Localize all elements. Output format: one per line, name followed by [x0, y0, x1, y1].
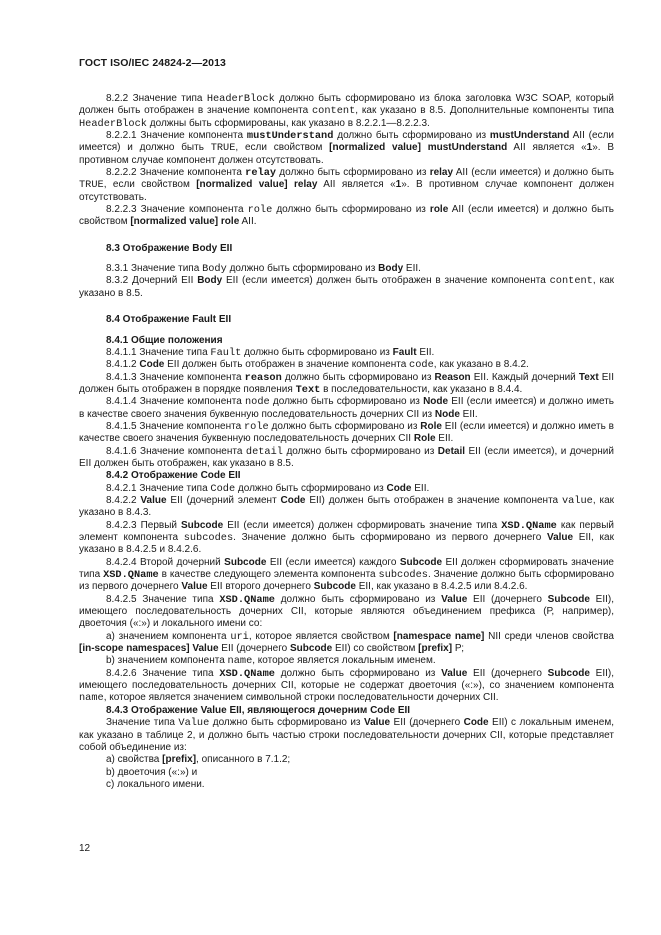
bold-term: 1: [586, 142, 593, 154]
list-item-b: [79, 767, 614, 779]
bold-term: Subcode: [547, 593, 590, 605]
text-run: 8.3.2 Дочерний EII: [106, 275, 198, 287]
bold-term: Subcode: [290, 643, 333, 655]
paragraph-8-4-1-3: [79, 372, 614, 397]
text-run: должно быть сформировано из: [276, 167, 430, 179]
text-run: ». В противном случае компонент должен отсутствовать.: [79, 179, 614, 203]
code-term: XSD.QName: [103, 569, 159, 582]
bold-term: Value: [181, 581, 208, 593]
code-term: Value: [178, 717, 210, 730]
text-run: 8.4.2.1 Значение типа: [106, 482, 211, 494]
bold-term: Node: [434, 408, 460, 420]
text-run: 8.4.1.6 Значение компонента: [106, 445, 246, 457]
code-term: node: [245, 396, 270, 409]
list-item-a: [79, 754, 614, 766]
text-run: должно быть сформировано из: [274, 593, 442, 605]
text-run: EII) с локальным именем, как указано в таблице 2, и должно быть частью строки последовательности дочерних CII, которые представляет собой объединение из:: [79, 717, 614, 753]
bold-term: Value: [441, 667, 468, 679]
bold-term: Body: [197, 275, 223, 287]
text-run: EII) со свойством: [332, 643, 419, 655]
paragraph-8-4-2-6: [79, 668, 614, 705]
bold-term: Text: [578, 371, 599, 383]
text-run: EII второго дочернего: [207, 581, 314, 593]
text-run: EII должен быть отображен в порядке появления: [79, 371, 614, 395]
text-run: должно быть сформировано из: [209, 717, 364, 729]
text-run: EII.: [459, 408, 478, 420]
bold-term: [prefix]: [418, 643, 453, 655]
text-run: должно быть сформировано из: [235, 482, 387, 494]
text-run: должно быть сформировано из блока заголовка W3C SOAP, который должен быть отображен в значение компонента: [79, 93, 614, 117]
bold-term: Subcode: [399, 556, 443, 568]
bold-term: Value: [441, 593, 468, 605]
text-run: EII должен сформировать значение типа: [79, 556, 614, 581]
code-term: TRUE: [79, 179, 104, 192]
text-run: , если свойством: [103, 179, 197, 191]
bold-term: role: [429, 204, 449, 216]
paragraph-8-4-1-2: [79, 359, 614, 371]
text-run: 8.4.1.3 Значение компонента: [106, 371, 245, 383]
code-term: Body: [202, 263, 227, 276]
text-run: EII (дочернего: [467, 593, 548, 605]
text-run: AII является «: [507, 142, 587, 154]
paragraph-8-4-1-4: [79, 396, 614, 421]
paragraph-8-2-2-1: [79, 130, 614, 167]
bold-term: Code: [386, 482, 412, 494]
text-run: , описанного в 7.1.2;: [196, 754, 291, 766]
text-run: EII (если имеется) и должно иметь в качестве своего значения буквенную последовательность дочерних CII из: [79, 396, 614, 420]
text-run: , как указано в 8.4.3.: [79, 494, 615, 519]
text-run: AII является «: [317, 179, 396, 191]
bold-term: Code: [280, 494, 306, 506]
text-run: 8.4.2.2: [106, 494, 141, 506]
text-run: EII. Каждый дочерний: [470, 371, 579, 383]
text-run: должно быть сформировано из: [274, 667, 442, 679]
text-run: EII (дочернего: [467, 667, 548, 679]
text-run: b) значением компонента: [106, 655, 228, 667]
paragraph-8-3-2: [79, 275, 614, 300]
text-run: b) двоеточия («:») и: [106, 766, 198, 778]
code-term: XSD.QName: [219, 667, 275, 680]
text-run: EII (если имеется) должен сформировать значение типа: [223, 519, 502, 531]
text-run: Р;: [452, 643, 465, 655]
bold-term: Role: [420, 420, 442, 432]
code-term: subcodes: [183, 532, 234, 544]
text-run: EII (дочернего: [218, 643, 290, 655]
bold-term: [in-scope namespaces] Value: [79, 643, 219, 655]
text-run: 8.2.2.1 Значение компонента: [106, 130, 247, 142]
text-run: должно быть сформировано из: [241, 346, 393, 358]
heading-8-4: 8.4 Отображение Fault EII: [106, 314, 232, 326]
paragraph-8-2-2: [79, 93, 614, 130]
paragraph-8-4-1-6: [79, 446, 614, 471]
bold-term: Subcode: [224, 556, 267, 568]
bold-term: Value: [546, 532, 574, 543]
text-run: должно быть сформировано из: [268, 420, 421, 432]
text-run: c) локального имени.: [106, 778, 205, 790]
text-run: 8.3.1 Значение типа: [106, 263, 203, 275]
page-number: 12: [79, 843, 91, 854]
text-run: EII), имеющего последовательность дочерних CII, которые являются объединением префикса (Р, например), двоеточия («:») и локального имени со:: [79, 593, 614, 630]
bold-term: Detail: [437, 445, 466, 457]
text-run: , которое является значением символьной строки последовательности дочерних CII.: [103, 692, 499, 704]
text-run: , как указано в 8.5. Дополнительные компоненты типа: [355, 105, 614, 117]
text-run: должно быть сформировано из: [226, 263, 379, 275]
paragraph-8-4-2-4: [79, 557, 614, 594]
text-run: ». В противном случае компонент должен отсутствовать.: [79, 142, 615, 166]
bold-term: [namespace name]: [393, 630, 485, 642]
text-run: . Значение должно быть сформировано из первого дочернего: [233, 532, 547, 543]
text-run: в последовательности, как указано в 8.4.4.: [320, 383, 523, 395]
code-term: Code: [210, 482, 236, 495]
text-run: AII (если имеется) и должно быть: [79, 130, 614, 154]
bold-term: relay: [429, 167, 454, 179]
code-term: mustUnderstand: [246, 130, 334, 143]
bold-term: Value: [140, 494, 167, 506]
text-run: , которое является свойством: [248, 630, 394, 642]
text-run: . Значение должно быть сформировано из первого дочернего: [79, 569, 615, 593]
text-run: EII (если имеется), и дочерний EII должен быть отображен, как указано в 8.5.: [79, 445, 614, 469]
text-run: AII.: [239, 216, 257, 228]
bold-term: Code: [463, 717, 489, 729]
text-run: a) свойства: [106, 754, 163, 766]
text-run: , если свойством: [235, 142, 330, 154]
bold-term: Reason: [434, 371, 471, 383]
bold-term: Role: [413, 433, 436, 445]
list-item-a: [79, 631, 614, 656]
code-term: XSD.QName: [219, 593, 275, 606]
text-run: EII (если имеется) каждого: [266, 556, 400, 568]
paragraph-8-4-2-3: [79, 520, 614, 557]
heading-8-4-2: 8.4.2 Отображение Code EII: [106, 470, 241, 482]
text-run: должны быть сформированы, как указано в 8.2.2.1—8.2.2.3.: [146, 117, 430, 129]
paragraph-8-3-1: [79, 263, 614, 275]
text-run: NII среди членов свойства: [484, 630, 614, 642]
text-run: EII) должен быть отображен в значение компонента: [305, 494, 562, 506]
text-run: должно быть сформировано из: [269, 396, 424, 408]
code-term: content: [312, 105, 356, 118]
text-run: EII должен быть отображен в значение компонента: [164, 359, 410, 371]
text-run: 8.4.1.5 Значение компонента: [106, 420, 244, 432]
bold-term: Code: [139, 359, 165, 371]
text-run: 8.4.1.2: [106, 359, 140, 371]
text-run: a) значением компонента: [106, 630, 231, 642]
code-term: role: [243, 420, 269, 433]
text-run: EII.: [411, 482, 430, 494]
text-run: EII (дочернего: [390, 717, 464, 729]
bold-term: [normalized value] relay: [196, 179, 318, 191]
text-run: AII (если имеется) и должно быть: [453, 167, 614, 179]
bold-term: [normalized value] mustUnderstand: [329, 142, 508, 154]
text-run: 8.4.1.1 Значение типа: [106, 346, 211, 358]
bold-term: Subcode: [547, 667, 590, 679]
text-run: 8.4.1.4 Значение компонента: [106, 396, 245, 408]
code-term: value: [561, 494, 593, 507]
paragraph-8-4-1-5: [79, 421, 614, 446]
list-item-c: [79, 779, 614, 791]
paragraph-8-4-2-2: [79, 495, 614, 520]
text-run: в качестве следующего элемента компонента: [158, 569, 379, 581]
text-run: 8.2.2.3 Значение компонента: [106, 204, 248, 216]
text-run: 8.4.2.4 Второй дочерний: [106, 556, 225, 568]
text-run: , которое является локальным именем.: [252, 655, 436, 667]
paragraph-8-4-2-1: [79, 483, 614, 495]
text-run: должно быть сформировано из: [282, 445, 438, 457]
paragraph-8-4-1-1: [79, 347, 614, 359]
text-run: 8.2.2.2 Значение компонента: [106, 167, 246, 179]
text-run: EII (дочерний элемент: [166, 494, 281, 506]
text-run: EII), имеющего последовательность дочерних CII, которые не содержат двоеточия («:»), со значением компонента: [79, 667, 614, 692]
bold-term: Subcode: [313, 581, 356, 593]
text-run: Значение типа: [106, 717, 179, 729]
bold-term: [normalized value] role: [130, 216, 240, 228]
list-item-b: [79, 655, 614, 667]
bold-term: mustUnderstand: [489, 130, 570, 142]
text-run: 8.2.2 Значение типа: [106, 93, 207, 104]
text-run: 8.4.2.5 Значение типа: [106, 593, 220, 605]
code-term: subcodes: [378, 569, 428, 582]
code-term: reason: [244, 371, 282, 384]
paragraph-8-4-3: [79, 717, 614, 754]
code-term: TRUE: [210, 142, 236, 155]
text-run: должно быть сформировано из: [333, 130, 490, 142]
text-run: EII.: [416, 346, 435, 358]
text-run: должно быть сформировано из: [281, 371, 435, 383]
bold-term: Fault: [392, 346, 417, 358]
text-run: EII (если имеется) и должно иметь в качестве своего значения буквенную последовательность дочерних CII: [79, 420, 614, 445]
text-run: EII (если имеется) должен быть отображен в значение компонента: [222, 275, 550, 287]
text-run: 8.4.2.3 Первый: [106, 519, 181, 531]
heading-8-4-1: 8.4.1 Общие положения: [106, 334, 223, 346]
bold-term: Body: [378, 263, 404, 275]
code-term: name: [79, 692, 104, 705]
text-run: , как указано в 8.5.: [79, 275, 615, 299]
text-run: как первый элемент компонента: [79, 519, 614, 543]
heading-8-3: 8.3 Отображение Body EII: [106, 242, 233, 254]
document-body: [79, 93, 614, 791]
heading-8-4-3: 8.4.3 Отображение Value EII, являющегося дочерним Code EII: [106, 704, 411, 716]
paragraph-8-2-2-2: [79, 167, 614, 204]
code-term: detail: [245, 445, 283, 458]
code-term: XSD.QName: [501, 519, 557, 532]
code-term: HeaderBlock: [206, 93, 275, 105]
code-term: relay: [245, 167, 277, 180]
bold-term: 1: [395, 179, 402, 191]
text-run: EII, как указано в 8.4.2.5 и 8.4.2.6.: [79, 532, 614, 556]
text-run: EII, как указано в 8.4.2.5 или 8.4.2.6.: [355, 581, 528, 593]
code-term: role: [247, 204, 273, 217]
bold-term: Subcode: [180, 519, 224, 531]
text-run: EII.: [435, 433, 454, 445]
text-run: 8.4.2.6 Значение типа: [106, 667, 220, 679]
code-term: name: [227, 655, 253, 668]
paragraph-8-4-2-5: [79, 594, 614, 631]
text-run: , как указано в 8.4.2.: [433, 359, 529, 371]
code-term: Text: [295, 383, 321, 396]
text-run: должно быть сформировано из: [272, 204, 430, 216]
code-term: uri: [230, 630, 249, 643]
paragraph-8-2-2-3: [79, 204, 614, 229]
bold-term: [prefix]: [162, 754, 197, 766]
code-term: Fault: [210, 346, 242, 359]
code-term: content: [549, 275, 593, 288]
code-term: HeaderBlock: [79, 117, 147, 130]
text-run: AII (если имеется) и должно быть свойством: [79, 204, 614, 228]
bold-term: Node: [423, 396, 449, 408]
text-run: EII.: [403, 263, 421, 275]
bold-term: Value: [363, 717, 391, 729]
code-term: code: [409, 359, 434, 372]
document-header: ГОСТ ISO/IEC 24824-2—2013: [79, 57, 226, 69]
